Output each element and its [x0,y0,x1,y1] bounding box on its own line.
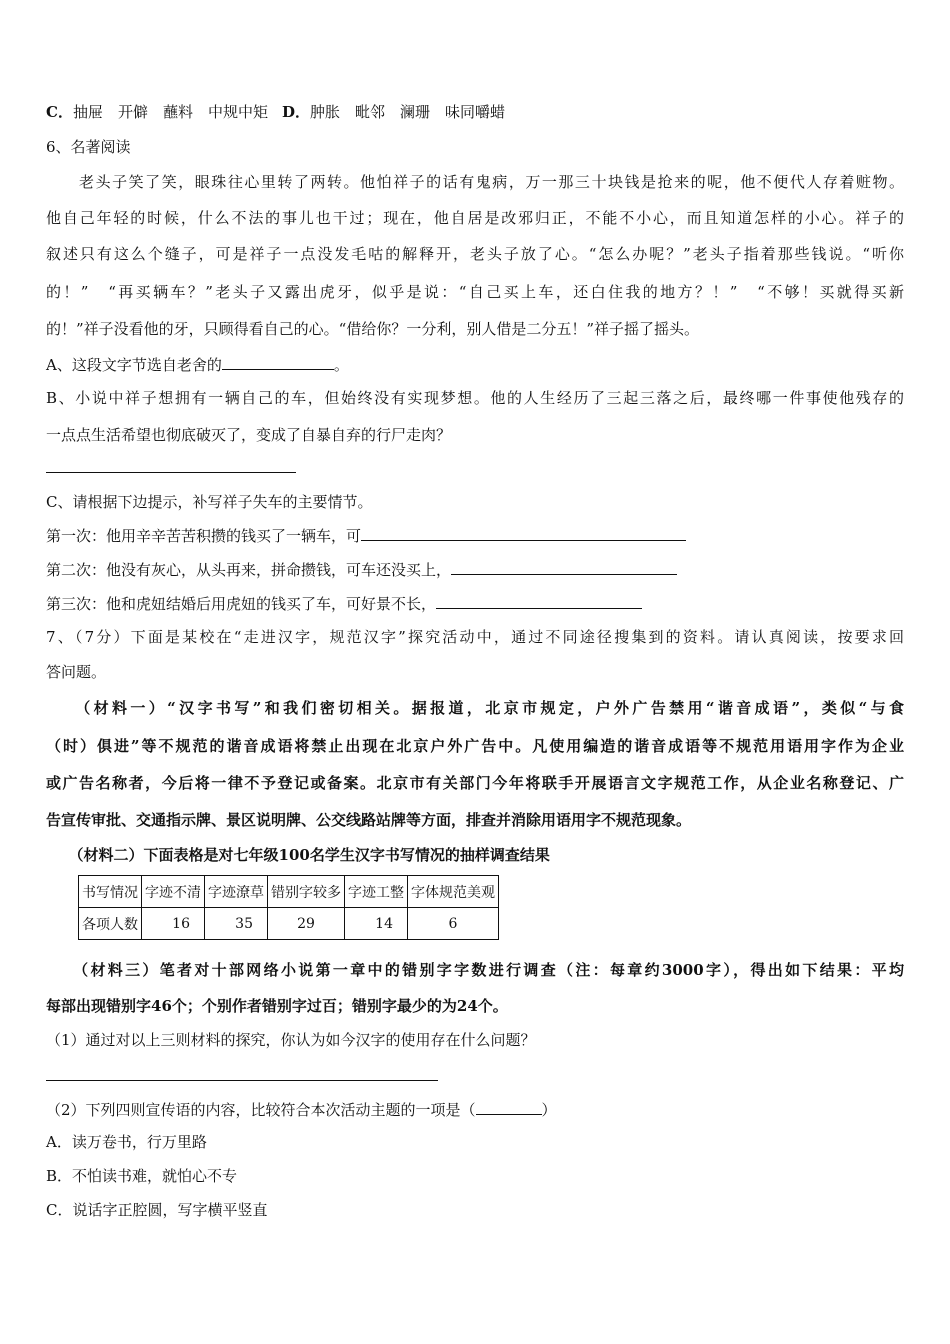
q6-question-b-line1: B、小说中祥子想拥有一辆自己的车，但始终没有实现梦想。他的人生经历了三起三落之后，最终哪一件事使他残存的 [46,389,904,407]
q6-passage-line: 的！” “再买辆车？”老头子又露出虎牙，似乎是说：“自己买上车，还白住我的地方？！” “不够！买就得买新 [46,283,904,301]
answer-blank[interactable] [476,1098,542,1115]
q6-c-first [46,524,686,547]
q7-material3-line2: 每部出现错别字46个；个别作者错别字过百；错别字最少的为24个。 [46,997,508,1015]
q6-a-end: 。 [333,356,349,374]
q7-material1-line: （时）俱进”等不规范的谐音成语将禁止出现在北京户外广告中。凡使用编造的谐音成语等不规范用语用字作为企业 [46,737,904,755]
q7-part2 [46,1098,557,1121]
table-header-cell: 字迹不清 [142,876,205,908]
table-row [79,908,499,940]
choice-item: A．读万卷书，行万里路 [46,1133,207,1151]
answer-blank[interactable] [222,353,334,370]
table-header-row [79,876,499,908]
answer-blank[interactable] [436,592,642,609]
q6-passage-line: 的！”祥子没看他的牙，只顾得看自己的心。“借给你？一分利，别人借是二分五！”祥子摇了摇头。 [46,320,700,338]
q7-material3-line1: （材料三）笔者对十部网络小说第一章中的错别字字数进行调查（注：每章约3000字），得出如下结果：平均 [46,961,904,979]
q6-c-third [46,592,642,615]
q6-passage-line: 叙述只有这么个缝子，可是祥子一点没发毛咕的解释开，老头子放了心。“怎么办呢？”老头子指着那些钱说。“听你 [46,245,904,263]
table-cell: 16 [142,908,205,940]
option-c-label: C． [46,103,73,121]
table-header-cell: 字体规范美观 [408,876,499,908]
choice-item: C．说话字正腔圆，写字横平竖直 [46,1201,268,1219]
q7-part1: （1）通过对以上三则材料的探究，你认为如今汉字的使用存在什么问题？ [46,1031,536,1049]
q7-material1-line: （材料一）“汉字书写”和我们密切相关。据报道，北京市规定，户外广告禁用“谐音成语”，类似“与食 [46,699,904,717]
table-header-cell: 字迹工整 [345,876,408,908]
q7-intro-line2: 答问题。 [46,663,107,681]
q6-c1-text: 第一次：他用辛辛苦苦积攒的钱买了一辆车，可 [46,527,362,545]
table-cell: 6 [408,908,499,940]
table-cell: 29 [268,908,345,940]
table-header-cell: 书写情况 [79,876,142,908]
q6-question-a [46,353,349,376]
q6-question-c: C、请根据下边提示，补写祥子失车的主要情节。 [46,493,373,511]
option-c-text: 抽屉 开僻 蘸料 中规中矩 [72,103,268,121]
table-cell: 14 [345,908,408,940]
answer-line[interactable] [46,472,296,473]
q7-material1-line: 告宣传审批、交通指示牌、景区说明牌、公交线路站牌等方面，排查并消除用语用字不规范现象。 [46,811,692,829]
q6-passage-line: 他自己年轻的时候，什么不法的事儿也干过；现在，他自居是改邪归正，不能不小心，而且知道怎样的小心。祥子的 [46,209,904,227]
q6-c-second [46,558,677,581]
table-cell: 35 [205,908,268,940]
q7-intro-line1: 7、（7分）下面是某校在“走进汉字，规范汉字”探究活动中，通过不同途径搜集到的资料。请认真阅读，按要求回 [46,628,904,646]
option-d-text: 肿胀 毗邻 澜珊 味同嚼蜡 [309,103,505,121]
q7-material1-line: 或广告名称者，今后将一律不予登记或备案。北京市有关部门今年将联手开展语言文字规范工作，从企业名称登记、广 [46,774,904,792]
q6-c3-text: 第三次：他和虎妞结婚后用虎妞的钱买了车，可好景不长， [46,595,437,613]
answer-blank[interactable] [451,558,677,575]
table-header-cell: 字迹潦草 [205,876,268,908]
options-line [46,101,505,123]
q6-title: 6、名著阅读 [46,138,131,156]
q6-a-text: A、这段文字节选自老舍的 [46,356,222,374]
q7-part2-text: （2）下列四则宣传语的内容，比较符合本次活动主题的一项是（ [46,1101,476,1119]
survey-table [78,875,499,940]
answer-blank[interactable] [361,524,686,541]
q6-passage-line: 老头子笑了笑，眼珠往心里转了两转。他怕祥子的话有鬼病，万一那三十块钱是抢来的呢，他不便代人存着赃物。 [46,173,904,191]
choice-item: B．不怕读书难，就怕心不专 [46,1167,238,1185]
table-header-cell: 错别字较多 [268,876,345,908]
q7-part2-end: ） [541,1101,557,1119]
table-row-label: 各项人数 [79,908,142,940]
q7-material2-caption: （材料二）下面表格是对七年级100名学生汉字书写情况的抽样调查结果 [46,846,550,864]
answer-line[interactable] [46,1080,438,1081]
option-d-label: D． [281,103,310,121]
q6-c2-text: 第二次：他没有灰心，从头再来，拼命攒钱，可车还没买上， [46,561,452,579]
q6-question-b-line2: 一点点生活希望也彻底破灭了，变成了自暴自弃的行尸走肉？ [46,426,452,444]
